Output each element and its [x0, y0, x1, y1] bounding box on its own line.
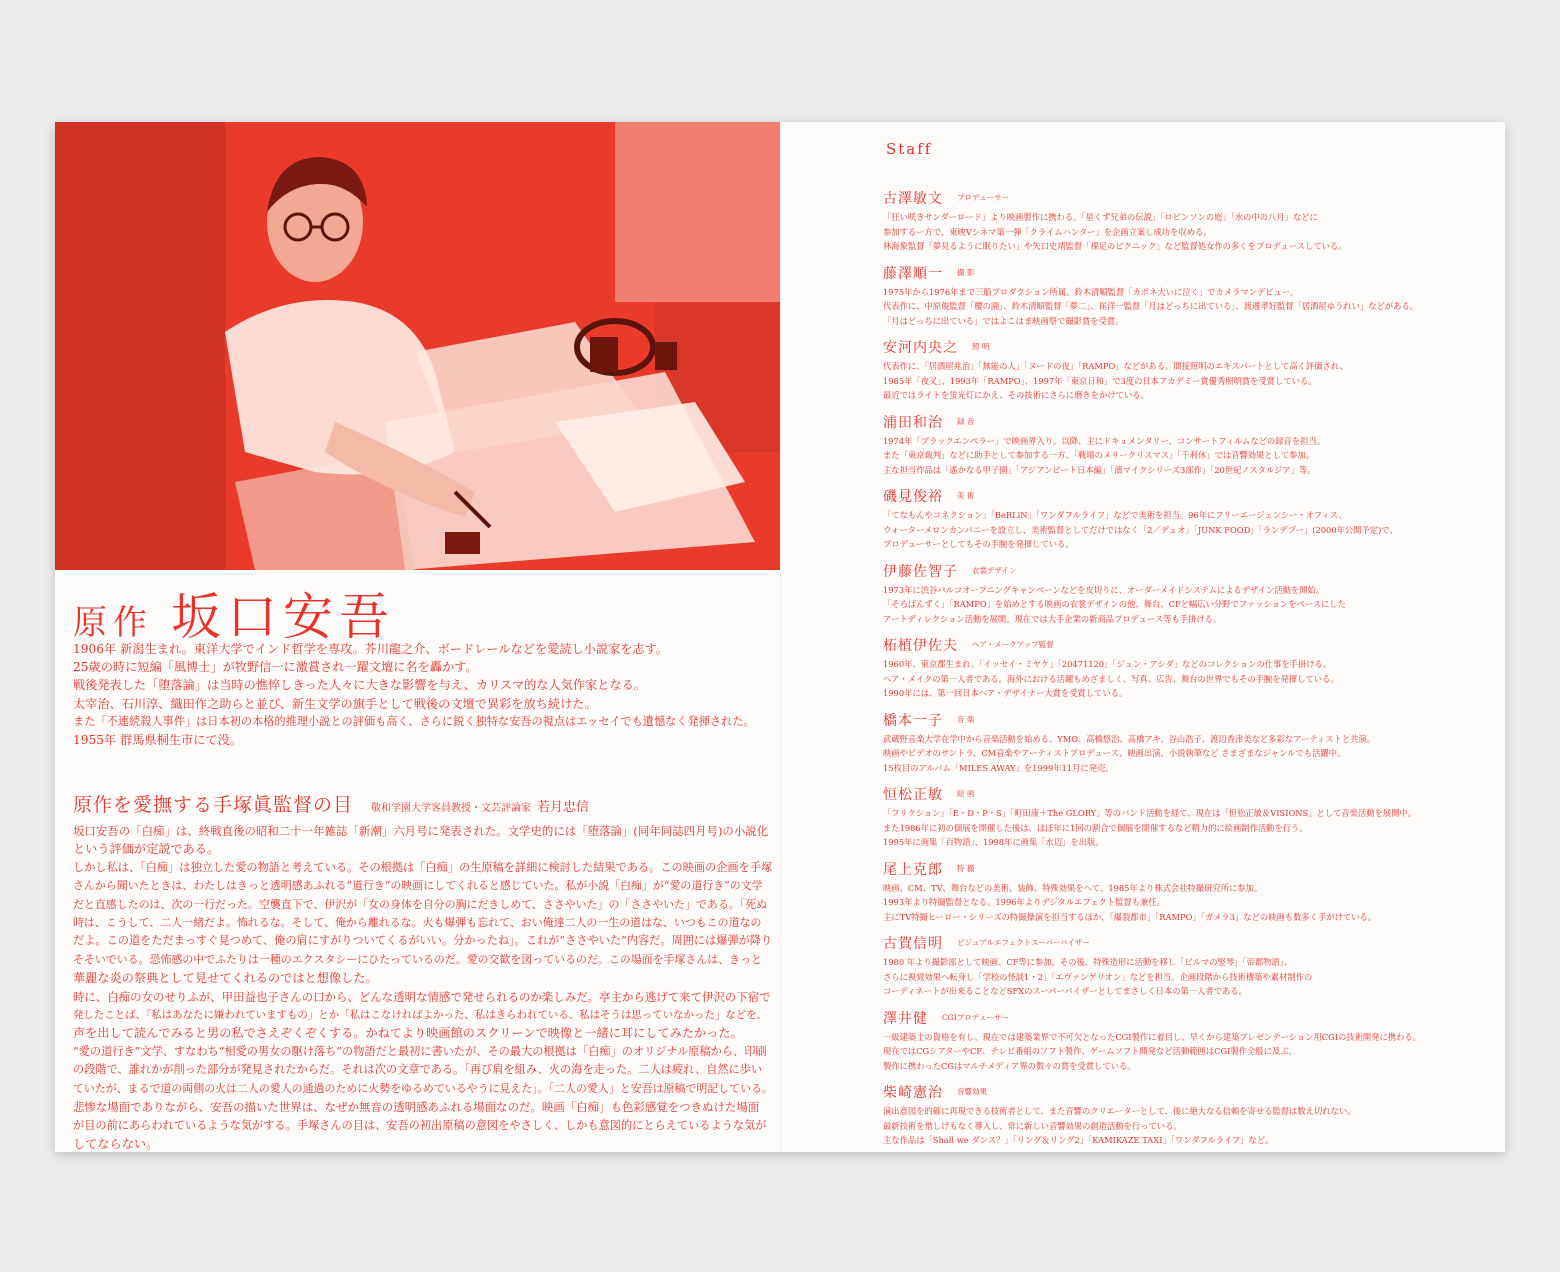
essay-line: しかし私は、「白痴」は独立した愛の物語と考えている。その根拠は「白痴」の生原稿を詳細に検討した結果である。この映画の企画を手塚 — [73, 860, 773, 874]
staff-description-line: 最新技術を惜しげもなく導入し、常に新しい音響効果の創造活動を行っている。 — [883, 1120, 1182, 1131]
staff-name-row — [883, 859, 1483, 881]
staff-description-line: 現在ではCGシアターやCF、テレビ番組のソフト製作、ゲームソフト開発など活動範囲はCGI製作全般に及ぶ。 — [883, 1046, 1297, 1057]
author-name: 坂口安吾 — [171, 588, 395, 646]
author-label: 原作 — [73, 603, 153, 643]
staff-description-line: 「フリクション」「E・D・P・S」「町田康＋The GLORY」等のバンド活動を経て、現在は「恒松正敏＆VISIONS」として音楽活動を展開中。 — [883, 808, 1417, 818]
bio-line: 1955年 群馬県桐生市にて没。 — [73, 733, 242, 748]
essay-line: 発したことば、「私はあなたに嫌われていますもの」とか「私はこなければよかった、私はきらわれている、私はそうは思っていなかった」などを、 — [73, 1009, 768, 1022]
staff-description — [883, 732, 1483, 776]
staff-name-row — [883, 1082, 1483, 1104]
staff-description-line: 1973年に渋谷パルコオープニングキャンペーンなどを皮切りに、オーダーメイドシステムによるデザイン活動を開始。 — [883, 584, 1325, 595]
staff-name: 尾上克郎 — [883, 861, 943, 878]
essay-line: 時は、こうして、二人一緒だよ。怖れるな。そして、俺から離れるな。火も爆弾も忘れて、おい俺達二人の一生の道はな、いつもこの道なの — [73, 916, 762, 930]
staff-entry — [883, 1008, 1483, 1083]
essay-line: だと直感したのは、次の一行だった。空襲直下で、伊沢が「女の身体を自分の胸にだきしめて、ささやいた」の「ささやいた」である。「死ぬ — [73, 897, 768, 911]
staff-entry — [883, 1082, 1483, 1152]
staff-description — [883, 1104, 1483, 1148]
staff-name-row — [883, 561, 1483, 583]
staff-name: 古澤敏文 — [883, 191, 943, 207]
staff-description-line: 1985年「夜叉」、1993年「RAMPO」、1997年「東京日和」で3度の日本アカデミー賞優秀照明賞を受賞している。 — [883, 375, 1317, 386]
staff-description-line: 林海象監督「夢見るように眠りたい」や矢口史靖監督「裸足のピクニック」など監督処女作の多くをプロデュースしている。 — [883, 241, 1347, 252]
staff-entry — [883, 263, 1483, 338]
staff-entry — [883, 933, 1483, 1008]
author-portrait-photo — [55, 122, 780, 570]
essay-body — [73, 822, 773, 1152]
staff-entry — [883, 784, 1483, 859]
staff-description — [883, 434, 1483, 478]
essay-line: 坂口安吾の「白痴」は、終戦直後の昭和二十一年雑誌「新潮」六月号に発表された。文学史的には「堕落論」(同年同誌四月号)の小説化 — [73, 824, 769, 838]
staff-role: CGIプロデューサー — [942, 1012, 1009, 1022]
booklet-spread — [55, 122, 1505, 1152]
staff-description — [883, 359, 1483, 403]
staff-entry — [883, 710, 1483, 785]
staff-description-line: 主な担当作品は「遙かなる甲子園」「アジアンビート日本編」「濱マイクシリーズ3部作」「20世紀ノスタルジア」等。 — [883, 464, 1316, 475]
staff-description — [883, 508, 1483, 552]
staff-description — [883, 806, 1483, 850]
staff-role: 美 術 — [957, 491, 975, 500]
staff-description-line: 1980 年より撮影部として映画、CF等に参加。その後、特殊造形に活動を移し「ビルマの竪琴」「帝都物語」、 — [883, 957, 1293, 967]
staff-description-line: コーディネートが出来ることなどSFXのスーパーバイザーとしてまさしく日本の第一人者である。 — [883, 986, 1247, 997]
staff-name-row — [883, 635, 1483, 657]
essay-line: 悲惨な場面でありながら、安吾の描いた世界は、なぜか無音の透明感あふれる場面なのだ。映画「白痴」も色彩感覚をつきぬけた場面 — [73, 1100, 760, 1115]
staff-role: プロデューサー — [957, 193, 1010, 202]
staff-entry — [883, 337, 1483, 412]
staff-role: 音響効果 — [957, 1087, 987, 1096]
essay-author-name: 若月忠信 — [537, 800, 590, 815]
staff-description-line: 「狂い咲きサンダーロード」より映画製作に携わる。「星くず兄弟の伝説」「ロビンソンの庭」「水の中の八月」などに — [883, 212, 1318, 222]
bio-line: 25歳の時に短編「風博士」が牧野信一に激賞され一躍文壇に名を轟かす。 — [73, 660, 478, 675]
staff-list — [883, 188, 1483, 1152]
staff-role: 撮 影 — [957, 267, 975, 277]
staff-description-line: 1993年より特撮監督となる。1996年よりデジタルエフェクト監督も兼任。 — [883, 897, 1165, 908]
staff-description — [883, 657, 1483, 701]
staff-description — [883, 881, 1483, 925]
bio-line: 太宰治、石川淳、織田作之助らと並び、新生文学の旗手として戦後の文壇で異彩を放ち続けた。 — [73, 696, 597, 711]
staff-name: 浦田和治 — [883, 414, 943, 431]
staff-description-line: 15枚目のアルバム「MILES AWAY」を1999年11月に発売。 — [883, 762, 1114, 773]
author-biography — [73, 640, 763, 749]
staff-description — [883, 285, 1483, 329]
staff-description-line: 演出意図を的確に再現できる技術者として、また音響のクリエーターとして、後に絶大なる信頼を寄せる監督は数え切れない。 — [883, 1106, 1356, 1116]
staff-name: 藤澤順一 — [883, 265, 943, 282]
staff-name-row — [883, 412, 1483, 434]
staff-description-line: さらに視覚効果へ転身し「学校の怪談1・2」「エヴァンゲリオン」などを担当。企画段階から技術構築や素材制作の — [883, 971, 1313, 982]
staff-role: ヘア・メークアップ監督 — [972, 640, 1054, 649]
staff-description-line: プロデューサーとしてもその手腕を発揮している。 — [883, 539, 1074, 550]
staff-role: 音 楽 — [957, 714, 975, 724]
staff-description-line: また1986年に初の個展を開催した後は、ほぼ年に1回の割合で個展を開催するなど精力的に絵画制作活動を行う。 — [883, 822, 1308, 833]
staff-description-line: 1974年「ブラックエンペラー」で映画界入り。以降、主にドキュメンタリー、コンサートフィルムなどの録音を担当。 — [883, 435, 1326, 446]
staff-name: 恒松正敏 — [883, 787, 943, 803]
staff-name-row — [883, 486, 1483, 508]
staff-description-line: 「月はどっちに出ている」ではよこはま映画祭で撮影賞を受賞。 — [883, 315, 1124, 326]
staff-name: 磯見俊裕 — [883, 489, 943, 505]
staff-name: 伊藤佐智子 — [883, 563, 958, 580]
staff-entry — [883, 188, 1483, 263]
staff-description — [883, 210, 1483, 254]
essay-line: そそいでいる。恐怖感の中でふたりは一種のエクスタシーにひたっているのだ。愛の交歓を図っているのだ。この場面を手塚さんは、きっと — [73, 952, 762, 966]
staff-description-line: 代表作に、中原俊監督「櫻の園」、鈴木清順監督「夢二」、崔洋一監督「月はどっちに出ている」、渡邊孝好監督「居酒屋ゆうれい」などがある。 — [883, 301, 1418, 312]
staff-entry — [883, 412, 1483, 487]
staff-name-row — [883, 933, 1483, 955]
staff-role: ビジュアルエフェクトスーパーバイザー — [957, 938, 1090, 947]
staff-name: 古賀信明 — [883, 936, 943, 952]
staff-description-line: 参加するー方で、東映Vシネマ第一弾「クライムハンター」を企画立案し成功を収める。 — [883, 226, 1212, 237]
staff-entry — [883, 635, 1483, 710]
essay-line: 声を出して読んでみると男の私でさえぞくぞくする。かねてより映画館のスクリーンで映像と一緒に耳にしてみたかった。 — [73, 1026, 743, 1041]
staff-name: 柘植伊佐夫 — [883, 638, 958, 654]
author-title — [73, 577, 395, 649]
staff-description-line: 1995年に画集「百物語」、1998年に画集「水辺」を出版。 — [883, 837, 1104, 848]
staff-entry — [883, 561, 1483, 636]
essay-line: だよ。この道をただまっすぐ見つめて、俺の肩にすがりついてくるがいい。分かったね」。これが“ささやいた”内容だ。周囲には爆弾が降り — [73, 934, 773, 948]
essay-line: 時に、白痴の女のせりふが、甲田益也子さんの口から、どんな透明な情感で発せられるのか楽しみだ。亭主から逃げて来て伊沢の下宿で — [73, 989, 771, 1004]
staff-description-line: 代表作に、「居酒屋兆治」「無能の人」「ヌードの夜」「RAMPO」などがある。間接照明のエキスパートとして高く評価され、 — [883, 361, 1348, 371]
staff-name-row — [883, 1008, 1483, 1030]
staff-description-line: 最近ではライトを蛍光灯にかえ、その技術にさらに磨きをかけている。 — [883, 390, 1149, 401]
staff-name: 橋本一子 — [883, 712, 943, 729]
staff-description-line: 製作に携わったCGはマルチメディア界の数々の賞を受賞している。 — [883, 1060, 1136, 1071]
staff-description — [883, 1030, 1483, 1074]
staff-name: 安河内央之 — [883, 340, 958, 356]
staff-description-line: ヘア・メイクの第一人者である。海外における活躍もめざましく、写真、広告、舞台の世界でもその手腕を発揮している。 — [883, 673, 1339, 684]
staff-description-line: 「てなもんやコネクション」「BeRLiN」「ワンダフルライフ」などで美術を担当。96年にフリーエージェンシー・オフィス、 — [883, 510, 1347, 520]
staff-description-line: 主にTV特撮ヒーロー・シリーズの特撮操演を担当するほか、「爆裂都市」「RAMPO」「ガメラ3」などの映画も数多く手がけている。 — [883, 911, 1377, 922]
staff-description-line: アートディレクション活動を展開。現在では大手企業の新商品プロデュース等も手掛ける。 — [883, 613, 1222, 624]
essay-line: ていたが、まるで道の両側の火は二人の愛人の通過のために火勢をゆるめているやうに見えた」。「二人の愛人」と安吾は原稿で明記している。 — [73, 1081, 773, 1095]
staff-name-row — [883, 784, 1483, 806]
staff-heading: Staff — [886, 140, 933, 158]
right-page — [782, 122, 1505, 1152]
staff-description-line: 主な作品は「Shall we ダンス？」「リング＆リング2」「KAMIKAZE TAXI」「ワンダフルライフ」など。 — [883, 1135, 1274, 1146]
essay-line: してならない。 — [73, 1136, 159, 1151]
staff-description-line: 1960年、東京都生まれ。「イッセイ・ミヤケ」「20471120」「ジュン・アシダ」などのコレクションの仕事を手掛ける、 — [883, 659, 1332, 669]
staff-entry — [883, 859, 1483, 934]
essay-header — [73, 790, 589, 817]
staff-description — [883, 583, 1483, 627]
staff-description — [883, 955, 1483, 999]
staff-name-row — [883, 263, 1483, 285]
staff-name: 柴崎憲治 — [883, 1085, 943, 1101]
essay-line: さんから聞いたときは、わたしはきっと透明感あふれる“道行き”の映画にしてくれると感じていた。私が小説「白痴」が“愛の道行き”の文学 — [73, 879, 763, 893]
staff-description-line: また「東京裁判」などに助手として参加する一方、「戦場のメリークリスマス」「千利休」では音響効果として参加。 — [883, 450, 1315, 461]
bio-line: 1906年 新潟生まれ。東洋大学でインド哲学を専攻。芥川龍之介、ボードレールなどを愛読し小説家を志す。 — [73, 642, 669, 656]
staff-name: 澤井健 — [883, 1010, 928, 1027]
essay-line: 華麗な炎の祭典として見せてくれるのではと想像した。 — [73, 971, 378, 986]
essay-line: “愛の道行き”文学、すなわち“相愛の男女の駆け落ち”の物語だと最初に書いたが、その最大の根拠は「白痴」のオリジナル原稿から、印刷 — [73, 1044, 767, 1058]
staff-description-line: 1975年から1976年まで三船プロダクション所属。鈴木清順監督「カポネ大いに泣く」でカメラマンデビュー。 — [883, 286, 1299, 297]
bio-line: また「不連続殺人事件」は日本初の本格的推理小説との評価も高く、さらに鋭く独特な安吾の視点はエッセイでも遺憾なく発揮された。 — [73, 714, 755, 728]
bio-line: 戦後発表した「堕落論」は当時の憔悴しきった人々に大きな影響を与え、カリスマ的な人気作家となる。 — [73, 678, 647, 693]
staff-description-line: 1990年には、第一回日本ヘア・デザイナー大賞を受賞している。 — [883, 688, 1128, 699]
staff-description-line: ウォーターメロンカンパニーを設立し、美術監督としてだけではなく「2／デュオ」「JUNK FOOD」「ランデブー」(2000年公開予定)で、 — [883, 524, 1398, 535]
staff-description-line: 映画やビデオのサントラ、CM音楽やアーティストプロデュース、映画出演、小説執筆など さまざまなジャンルでも活躍中。 — [883, 748, 1346, 759]
staff-role: 照 明 — [972, 342, 990, 351]
essay-line: という評価が定説である。 — [73, 842, 220, 857]
staff-name-row — [883, 337, 1483, 359]
staff-role: 特 撮 — [957, 863, 975, 873]
essay-author-title: 敬和学園大学客員教授・文芸評論家 — [371, 803, 532, 814]
staff-description-line: 「そろばんずく」「RAMPO」を始めとする映画の衣裳デザインの他、舞台、CFと幅広い分野でファッションをベースにした — [883, 599, 1346, 610]
staff-name-row — [883, 188, 1483, 210]
staff-role: 衣裳デザイン — [972, 565, 1017, 575]
staff-name-row — [883, 710, 1483, 732]
portrait-illustration — [55, 122, 780, 570]
staff-role: 絵 画 — [957, 789, 975, 798]
essay-line: が目の前にあらわれているような気がする。手塚さんの目は、安吾の初出原稿の意図をやさしく、しかも意図的にとらえているような気が — [73, 1118, 767, 1132]
staff-description-line: 一級建築士の資格を有し、現在では建築業界で不可欠となったCGI製作に着目し、早くから建築プレゼンテーション用CGIの技術開発に携わる。 — [883, 1031, 1421, 1042]
essay-title: 原作を愛撫する手塚眞監督の目 — [73, 794, 354, 816]
staff-description-line: 武蔵野音楽大学在学中から音楽活動を始める。YMO、高橋悠治、高橋アキ、谷山浩子、渡辺香津美など多彩なアーティストと共演。 — [883, 733, 1376, 744]
staff-entry — [883, 486, 1483, 561]
staff-role: 録 音 — [957, 416, 975, 426]
essay-line: の段階で、誰れかが削った部分が発見されたからだ。それは次の文章である。「再び肩を組み、火の海を走った。二人は疲れ、自然に歩い — [73, 1063, 763, 1077]
left-page — [55, 122, 780, 1152]
staff-description-line: 映画、CM、TV、舞台などの美術、装飾、特殊効果をへて、1985年より株式会社特撮研究所に参加。 — [883, 882, 1263, 893]
